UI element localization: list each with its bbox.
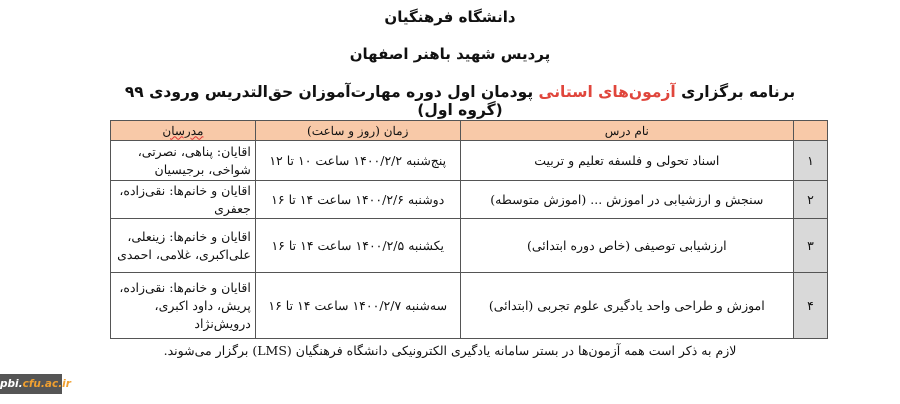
- table-row: [111, 141, 828, 181]
- row-course: اسناد تحولی و فلسفه تعلیم و تربیت: [460, 141, 793, 181]
- row-course: سنجش و ارزشیابی در اموزش ... (اموزش متوسطه): [460, 181, 793, 219]
- row-teachers: اقایان: پناهی، نصرتی، شواخی، برجیسیان: [111, 141, 256, 181]
- row-number: ۴: [794, 273, 828, 339]
- program-title: [100, 83, 820, 119]
- program-suffix: پودمان اول دوره مهارت‌آموزان حق‌التدریس ورودی ۹۹ (گروه اول): [124, 83, 539, 119]
- university-title: دانشگاه فرهنگیان: [384, 8, 516, 26]
- campus-title: پردیس شهید باهنر اصفهان: [349, 45, 551, 63]
- row-time: سه‌شنبه ۱۴۰۰/۲/۷ ساعت ۱۴ تا ۱۶: [255, 273, 460, 339]
- site-watermark-badge[interactable]: pbi.cfu.ac.ir: [0, 374, 62, 394]
- program-highlight: آزمون‌های استانی: [538, 83, 676, 101]
- table-row: [111, 273, 828, 339]
- table-row: [111, 219, 828, 273]
- exam-schedule-table: [110, 120, 828, 339]
- header-course: نام درس: [460, 121, 793, 141]
- table-header-row: [111, 121, 828, 141]
- program-prefix: برنامه برگزاری: [675, 83, 796, 101]
- row-teachers: اقایان و خانم‌ها: نقی‌زاده، پریش، داود اکبری، درویش‌نژاد: [111, 273, 256, 339]
- row-time: یکشنبه ۱۴۰۰/۲/۵ ساعت ۱۴ تا ۱۶: [255, 219, 460, 273]
- row-course: اموزش و طراحی واحد یادگیری علوم تجربی (ابتدائی): [460, 273, 793, 339]
- row-number: ۳: [794, 219, 828, 273]
- footer-note: لازم به ذکر است همه آزمون‌ها در بستر سامانه یادگیری الکترونیکی دانشگاه فرهنگیان (LMS) برگزار می‌شوند.: [163, 343, 737, 358]
- row-teachers: اقایان و خانم‌ها: نقی‌زاده، جعفری: [111, 181, 256, 219]
- table-row: [111, 181, 828, 219]
- row-number: ۲: [794, 181, 828, 219]
- header-teachers: مدرسان: [111, 121, 256, 141]
- row-time: دوشنبه ۱۴۰۰/۲/۶ ساعت ۱۴ تا ۱۶: [255, 181, 460, 219]
- row-time: پنج‌شنبه ۱۴۰۰/۲/۲ ساعت ۱۰ تا ۱۲: [255, 141, 460, 181]
- header-time: زمان (روز و ساعت): [255, 121, 460, 141]
- row-course: ارزشیابی توصیفی (خاص دوره ابتدائی): [460, 219, 793, 273]
- row-teachers: اقایان و خانم‌ها: زینعلی، علی‌اکبری، غلامی، احمدی: [111, 219, 256, 273]
- row-number: ۱: [794, 141, 828, 181]
- header-number: [794, 121, 828, 141]
